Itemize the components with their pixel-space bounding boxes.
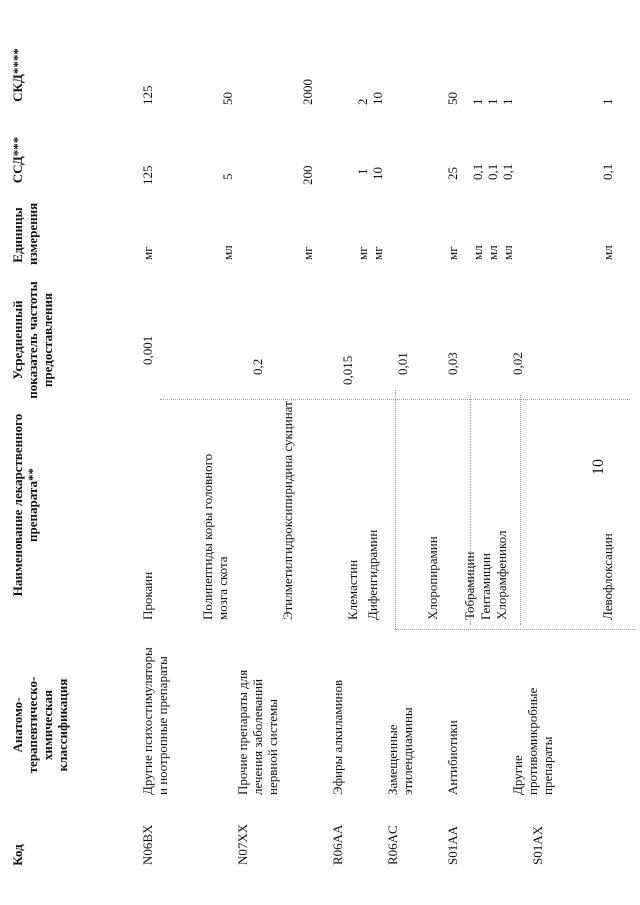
row-classification: Другие противомикробные препараты xyxy=(510,687,555,795)
drug-unit: мг xyxy=(140,246,155,260)
drug-skd: 2000 xyxy=(300,79,315,105)
drug-ssd: 0,1 xyxy=(485,163,500,180)
header-skd: СКД**** xyxy=(10,48,25,102)
drug-ssd: 1 xyxy=(355,168,370,175)
drug-name: Гентамицин xyxy=(478,553,493,620)
divider xyxy=(520,395,521,625)
drug-unit: мл xyxy=(220,245,235,260)
header-frequency: Усредненный показатель частоты предоставления xyxy=(10,281,55,399)
drug-name: Тобрамицин xyxy=(462,551,477,620)
drug-unit: мг xyxy=(445,246,460,260)
drug-unit: мл xyxy=(600,245,615,260)
drug-frequency: 0,001 xyxy=(140,335,155,365)
header-unit: Единицы измерения xyxy=(10,202,40,265)
drug-skd: 125 xyxy=(140,85,155,105)
drug-ssd: 5 xyxy=(220,173,235,180)
drug-unit: мл xyxy=(500,245,515,260)
divider xyxy=(395,629,635,630)
drug-frequency: 0,02 xyxy=(510,352,525,375)
drug-unit: мг xyxy=(300,246,315,260)
drug-frequency: 0,2 xyxy=(250,358,265,375)
drug-name: Этилметилгидроксипиридина сукцинат xyxy=(280,401,295,620)
row-classification: Антибиотики xyxy=(445,720,460,795)
drug-ssd: 0,1 xyxy=(600,163,615,180)
drug-skd: 1 xyxy=(485,98,500,105)
row-classification: Другие психостимуляторы и ноотропные препараты xyxy=(140,647,170,795)
row-classification: Замещенные этилендиамины xyxy=(385,707,415,795)
row-code: R06AC xyxy=(385,825,400,865)
drug-unit: мл xyxy=(485,245,500,260)
drug-frequency: 0,03 xyxy=(445,352,460,375)
row-classification: Прочие препараты для лечения заболеваний нервной системы xyxy=(235,669,280,795)
drug-unit: мл xyxy=(470,245,485,260)
row-code: S01AA xyxy=(445,825,460,865)
header-code: Код xyxy=(10,844,25,866)
drug-skd: 10 xyxy=(370,92,385,105)
drug-name: Хлорамфеникол xyxy=(494,530,509,620)
drug-skd: 50 xyxy=(445,92,460,105)
drug-skd: 2 xyxy=(355,98,370,105)
drug-unit: мг xyxy=(370,246,385,260)
row-code: N07XX xyxy=(235,823,250,865)
header-ssd: ССД*** xyxy=(10,136,25,184)
drug-ssd: 125 xyxy=(140,165,155,185)
drug-name: Левофлоксацин xyxy=(600,533,615,620)
drug-name: Полипептиды коры головного мозга скота xyxy=(200,453,230,620)
drug-skd: 1 xyxy=(600,98,615,105)
drug-skd: 1 xyxy=(500,98,515,105)
divider xyxy=(395,390,396,630)
drug-unit: мг xyxy=(355,246,370,260)
row-code: N06BX xyxy=(140,824,155,865)
page-number: 10 xyxy=(590,459,607,475)
header-classification: Анатомо-терапевтическо-химическая классификация xyxy=(10,676,70,774)
row-classification: Эфиры алкиламинов xyxy=(330,679,345,795)
drug-skd: 1 xyxy=(470,98,485,105)
row-code: R06AA xyxy=(330,824,345,865)
drug-ssd: 25 xyxy=(445,167,460,180)
header-drug-name: Наименование лекарственного препарата** xyxy=(10,413,40,597)
drug-ssd: 200 xyxy=(300,165,315,185)
drug-name: Клемастин xyxy=(345,559,360,620)
drug-ssd: 0,1 xyxy=(500,163,515,180)
drug-ssd: 10 xyxy=(370,167,385,180)
drug-name: Дифенгидрамин xyxy=(365,529,380,620)
drug-frequency: 0,015 xyxy=(340,355,355,385)
drug-ssd: 0,1 xyxy=(470,163,485,180)
drug-skd: 50 xyxy=(220,92,235,105)
drug-name: Хлоропирамин xyxy=(425,536,440,620)
drug-frequency: 0,01 xyxy=(395,352,410,375)
drug-name: Прокаин xyxy=(140,571,155,620)
row-code: S01AX xyxy=(530,825,545,865)
